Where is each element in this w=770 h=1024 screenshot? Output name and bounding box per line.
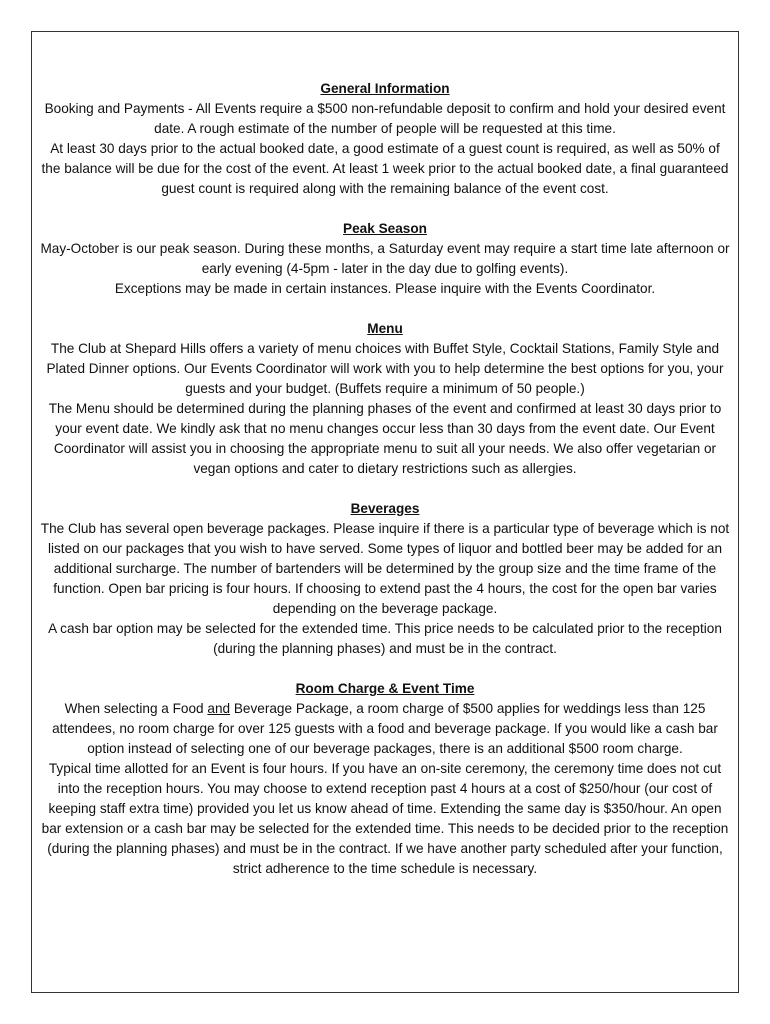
paragraph-menu-options: The Club at Shepard Hills offers a variety of menu choices with Buffet Style, Cocktail Stations, Family Style and Plated Dinner options. Our Events Coordinator will work with you to help determine the best options for you, your guests and your budget. (Buffets require a minimum of 50 people.)	[46, 341, 724, 396]
section-peak-season	[40, 219, 730, 299]
room-charge-text-end: Beverage Package, a room charge of $500 applies for weddings less than 125 attendees, no room charge for over 125 guests with a food and beverage package. If you would like a cash bar option instead of selecting one of our beverage packages, there is an additional $500 room charge.	[52, 701, 718, 756]
heading-beverages: Beverages	[350, 501, 420, 516]
paragraph-booking-payments: Booking and Payments - All Events require a $500 non-refundable deposit to confirm and hold your desired event date. A rough estimate of the number of people will be requested at this time.	[44, 101, 726, 136]
section-beverages	[40, 499, 730, 659]
paragraph-guest-count: At least 30 days prior to the actual booked date, a good estimate of a guest count is required, as well as 50% of the balance will be due for the cost of the event. At least 1 week prior to the actual booked date, a final guaranteed guest count is required along with the remaining balance of the event cost.	[41, 141, 729, 196]
heading-peak-season: Peak Season	[343, 221, 427, 236]
paragraph-beverage-packages: The Club has several open beverage packages. Please inquire if there is a particular type of beverage which is not listed on our packages that you wish to have served. Some types of liquor and bottled beer may be added for an additional surcharge. The number of bartenders will be determined by the group size and the time frame of the function. Open bar pricing is four hours. If choosing to extend past the 4 hours, the cost for the open bar varies depending on the beverage package.	[40, 521, 730, 616]
section-room-charge-event-time	[40, 679, 730, 879]
paragraph-exceptions: Exceptions may be made in certain instances. Please inquire with the Events Coordinator.	[114, 281, 656, 296]
paragraph-peak-season: May-October is our peak season. During these months, a Saturday event may require a start time late afternoon or early evening (4-5pm - later in the day due to golfing events).	[40, 241, 730, 276]
heading-menu: Menu	[367, 321, 403, 336]
heading-general-information: General Information	[320, 81, 450, 96]
paragraph-cash-bar: A cash bar option may be selected for the extended time. This price needs to be calculated prior to the reception (during the planning phases) and must be in the contract.	[48, 621, 722, 656]
section-menu	[40, 319, 730, 479]
room-charge-and-underlined: and	[207, 701, 231, 716]
heading-room-charge-event-time: Room Charge & Event Time	[295, 681, 475, 696]
paragraph-event-time: Typical time allotted for an Event is four hours. If you have an on-site ceremony, the ceremony time does not cut into the reception hours. You may choose to extend reception past 4 hours at a cost of $250/hour (our cost of keeping staff extra time) provided you let us know ahead of time. Extending the same day is $350/hour. An open bar extension or a cash bar may be selected for the extended time. This needs to be decided prior to the reception (during the planning phases) and must be in the contract. If we have another party scheduled after your function, strict adherence to the time schedule is necessary.	[41, 761, 729, 876]
paragraph-menu-planning: The Menu should be determined during the planning phases of the event and confirmed at least 30 days prior to your event date. We kindly ask that no menu changes occur less than 30 days from the event date. Our Event Coordinator will assist you in choosing the appropriate menu to suit all your needs. We also offer vegetarian or vegan options and cater to dietary restrictions such as allergies.	[48, 401, 722, 476]
document-body	[40, 79, 730, 899]
room-charge-text-start: When selecting a Food	[64, 701, 208, 716]
section-general-information	[40, 79, 730, 199]
paragraph-room-charge	[40, 699, 730, 759]
